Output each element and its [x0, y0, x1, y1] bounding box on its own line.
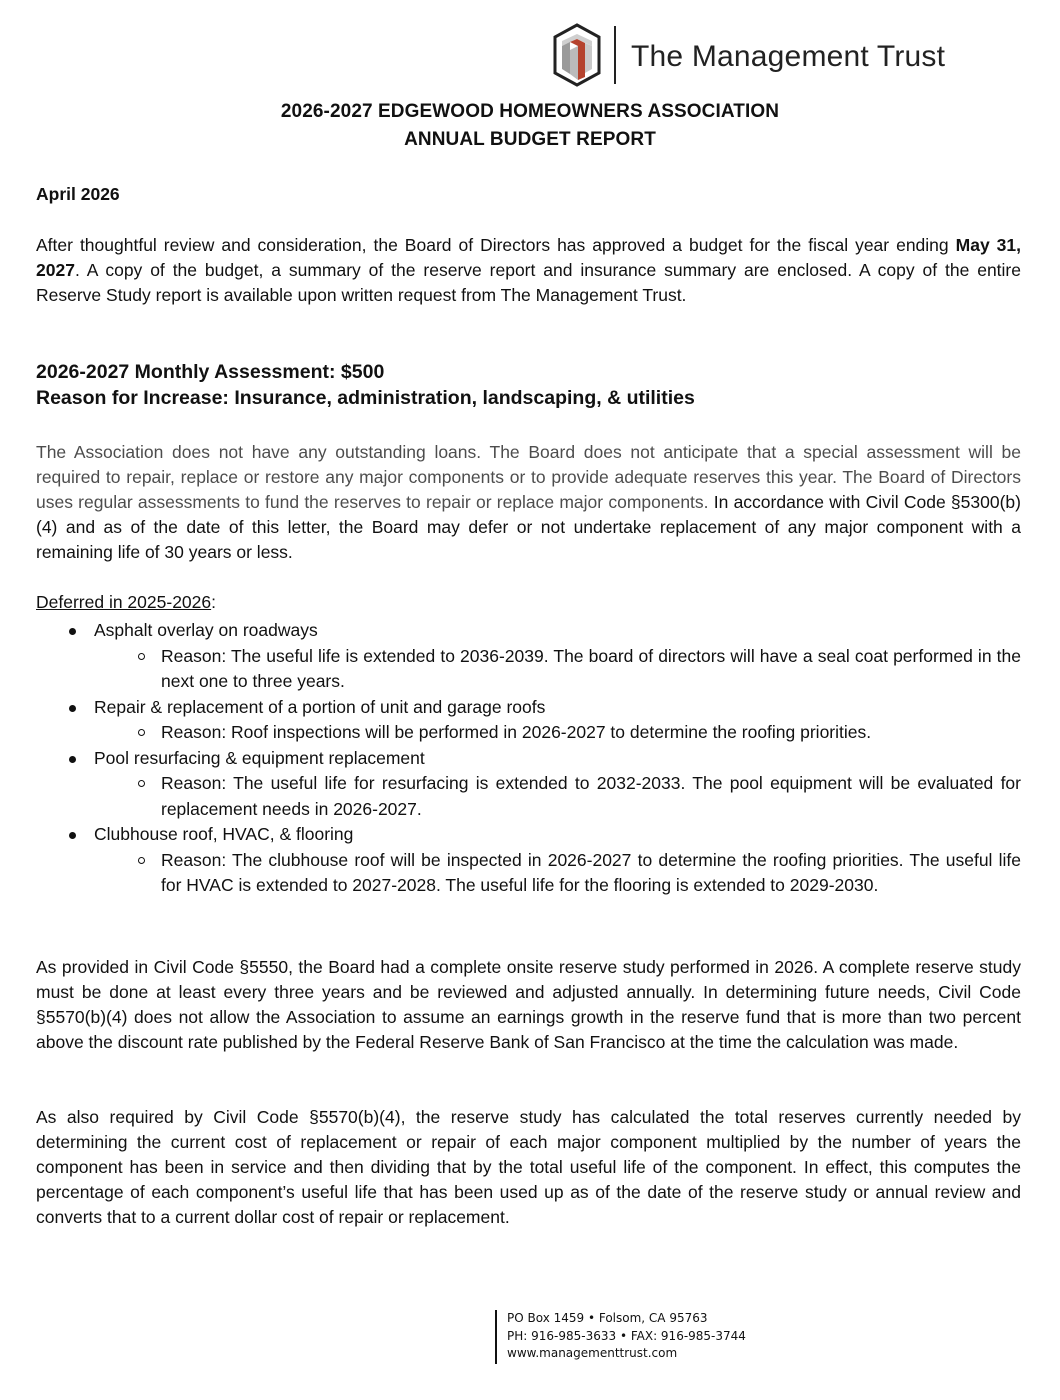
deferred-label: Deferred in 2025-2026 [36, 592, 212, 612]
loans-text-part-1: The Association does not have any outstanding loans. The Board does not anticipate that a special assessment will be required to repair, replace or restore any major components or to provide adequate reserves this year. [36, 442, 1021, 487]
list-item [36, 771, 1021, 822]
deferred-item-reason: Reason: The useful life for resurfacing is extended to 2032-2033. The pool equipment will be evaluated for replacement needs in 2026-2027. [161, 773, 1021, 819]
footer-website[interactable]: www.managementtrust.com [507, 1346, 678, 1360]
bullet-icon [69, 832, 76, 839]
loans-text-part-2: The Board of Directors uses regular assessments to fund the reserves to repair or replace major components. [36, 467, 1021, 512]
fiscal-year-end-date: May 31, 2027 [36, 235, 1021, 280]
bullet-icon [69, 756, 76, 763]
intro-text-after: . A copy of the budget, a summary of the reserve report and insurance summary are enclosed. A copy of the entire Reserve Study report is available upon written request from The Management Trust. [36, 260, 1021, 305]
report-title-line-1: 2026-2027 EDGEWOOD HOMEOWNERS ASSOCIATION [280, 101, 780, 122]
increase-reason-heading: Reason for Increase: Insurance, administration, landscaping, & utilities [36, 387, 695, 409]
deferred-colon: : [211, 592, 216, 612]
circle-bullet-icon [138, 857, 145, 864]
list-item [36, 720, 1021, 746]
intro-paragraph [36, 233, 1021, 308]
reserve-calculation-paragraph: As also required by Civil Code §5570(b)(4), the reserve study has calculated the total reserves currently needed by determining the current cost of replacement or repair of each major component multiplied by the number of years the component has been in service and then dividing that by the total useful life of the component. In effect, this computes the percentage of each component’s useful life that has been used up as of the date of the reserve study or annual review and converts that to a current dollar cost of repair or replacement. [36, 1107, 1021, 1227]
deferred-heading [36, 592, 216, 613]
footer-contact [495, 1310, 746, 1364]
bullet-icon [69, 705, 76, 712]
deferred-item-reason: Reason: The useful life is extended to 2036-2039. The board of directors will have a seal coat performed in the next one to three years. [161, 645, 1021, 691]
list-item [36, 848, 1021, 899]
deferred-item-reason: Reason: The clubhouse roof will be inspected in 2026-2027 to determine the roofing priorities. The useful life for HVAC is extended to 2027-2028. The useful life for the flooring is extended to 2029-2030. [161, 849, 1021, 895]
footer-address: PO Box 1459 • Folsom, CA 95763 [507, 1311, 708, 1325]
circle-bullet-icon [138, 780, 145, 787]
report-title-line-2: ANNUAL BUDGET REPORT [404, 129, 656, 150]
loans-text-part-3: In accordance with Civil Code §5300(b)(4) and as of the date of this letter, the Board may defer or not undertake replacement of any major component with a remaining life of 30 years or less. [36, 492, 1021, 562]
list-item [36, 695, 1021, 721]
list-item [36, 746, 1021, 772]
company-name: The Management Trust [631, 40, 946, 73]
deferred-item-title: Clubhouse roof, HVAC, & flooring [94, 824, 354, 844]
circle-bullet-icon [138, 729, 145, 736]
list-item [36, 618, 1021, 644]
deferred-item-title: Pool resurfacing & equipment replacement [94, 747, 425, 768]
management-trust-logo-icon [551, 22, 603, 88]
deferred-list [36, 618, 1021, 899]
loans-paragraph [36, 440, 1021, 565]
deferred-item-title: Repair & replacement of a portion of unit and garage roofs [94, 696, 546, 717]
bullet-icon [69, 628, 76, 635]
deferred-item-title: Asphalt overlay on roadways [94, 620, 318, 640]
footer-phone-fax: PH: 916-985-3633 • FAX: 916-985-3744 [507, 1328, 746, 1343]
reserve-study-paragraph: As provided in Civil Code §5550, the Board had a complete onsite reserve study performed in 2026. A complete reserve study must be done at least every three years and be reviewed and adjusted annually. In determining future needs, Civil Code §5570(b)(4) does not allow the Association to assume an earnings growth in the reserve fund that is more than two percent above the discount rate published by the Federal Reserve Bank of San Francisco at the time the calculation was made. [36, 957, 1021, 1052]
letter-date: April 2026 [36, 184, 120, 204]
logo-divider [614, 26, 616, 84]
monthly-assessment-heading: 2026-2027 Monthly Assessment: $500 [36, 361, 385, 383]
company-logo [551, 22, 946, 88]
list-item [36, 822, 1021, 848]
circle-bullet-icon [138, 653, 145, 660]
list-item [36, 644, 1021, 695]
intro-text-before: After thoughtful review and consideration, the Board of Directors has approved a budget for the fiscal year ending [36, 235, 956, 255]
deferred-item-reason: Reason: Roof inspections will be performed in 2026-2027 to determine the roofing priorities. [161, 722, 872, 742]
